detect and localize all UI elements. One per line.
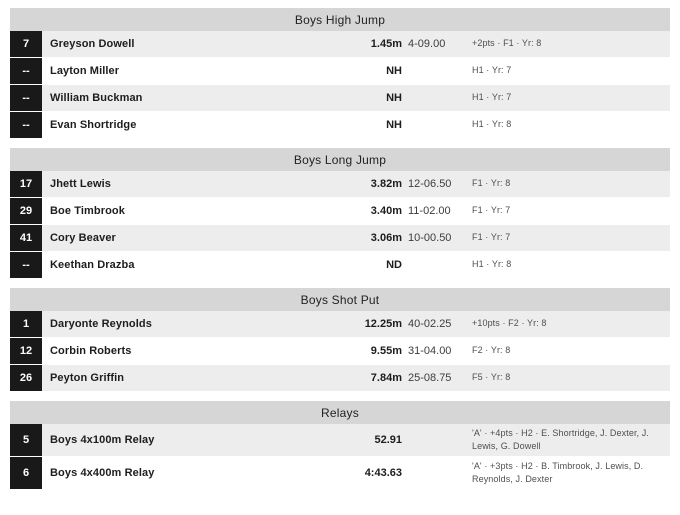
section-header: Boys Long Jump — [10, 148, 670, 171]
section-rows — [10, 171, 670, 279]
result-row[interactable] — [10, 424, 670, 457]
result-value: 1.45m — [370, 38, 402, 50]
place-badge: 7 — [10, 31, 42, 57]
result-row[interactable] — [10, 252, 670, 279]
details-text: 'A' · +4pts · H2 · E. Shortridge, J. Dexter, J. Lewis, G. Dowell — [472, 428, 649, 452]
event-section — [10, 288, 670, 392]
section-header: Boys High Jump — [10, 8, 670, 31]
section-rows — [10, 311, 670, 392]
place-badge: 41 — [10, 225, 42, 251]
result-row[interactable] — [10, 85, 670, 112]
details-text: F1 · Yr: 7 — [472, 232, 511, 243]
result-row[interactable] — [10, 225, 670, 252]
athlete-name: Greyson Dowell — [50, 38, 135, 50]
event-section — [10, 8, 670, 139]
details-text: F1 · Yr: 7 — [472, 205, 511, 216]
imperial-value: 25-08.75 — [408, 372, 452, 384]
result-value: NH — [386, 92, 402, 104]
result-value: NH — [386, 119, 402, 131]
athlete-name: Evan Shortridge — [50, 119, 137, 131]
result-row[interactable] — [10, 311, 670, 338]
details-text: H1 · Yr: 7 — [472, 65, 512, 76]
athlete-name: William Buckman — [50, 92, 143, 104]
athlete-name: Boe Timbrook — [50, 205, 125, 217]
place-badge: -- — [10, 252, 42, 278]
athlete-name: Daryonte Reynolds — [50, 318, 152, 330]
result-row[interactable] — [10, 338, 670, 365]
place-badge: 29 — [10, 198, 42, 224]
athlete-name: Boys 4x400m Relay — [50, 467, 155, 480]
result-value: 7.84m — [370, 372, 402, 384]
athlete-name: Layton Miller — [50, 65, 120, 77]
section-rows — [10, 31, 670, 139]
section-header: Relays — [10, 401, 670, 424]
result-value: 3.82m — [370, 178, 402, 190]
result-value: 3.06m — [370, 232, 402, 244]
result-row[interactable] — [10, 58, 670, 85]
result-row[interactable] — [10, 31, 670, 58]
place-badge: 5 — [10, 424, 42, 456]
details-text: +10pts · F2 · Yr: 8 — [472, 318, 547, 329]
event-section — [10, 148, 670, 279]
imperial-value: 12-06.50 — [408, 178, 452, 190]
athlete-name: Peyton Griffin — [50, 372, 125, 384]
place-badge: -- — [10, 85, 42, 111]
details-text: F2 · Yr: 8 — [472, 345, 511, 356]
result-value: NH — [386, 65, 402, 77]
details-text: F5 · Yr: 8 — [472, 372, 511, 383]
details-text: F1 · Yr: 8 — [472, 178, 511, 189]
athlete-name: Cory Beaver — [50, 232, 116, 244]
result-value: 3.40m — [370, 205, 402, 217]
athlete-name: Jhett Lewis — [50, 178, 112, 190]
athlete-name: Corbin Roberts — [50, 345, 132, 357]
place-badge: 6 — [10, 457, 42, 489]
result-row[interactable] — [10, 112, 670, 139]
place-badge: 17 — [10, 171, 42, 197]
details-text: H1 · Yr: 7 — [472, 92, 512, 103]
result-value: 9.55m — [370, 345, 402, 357]
section-header: Boys Shot Put — [10, 288, 670, 311]
result-row[interactable] — [10, 198, 670, 225]
imperial-value: 40-02.25 — [408, 318, 452, 330]
place-badge: -- — [10, 112, 42, 138]
imperial-value: 31-04.00 — [408, 345, 452, 357]
athlete-name: Keethan Drazba — [50, 259, 135, 271]
section-rows — [10, 424, 670, 490]
result-value: ND — [386, 259, 402, 271]
result-value: 4:43.63 — [364, 467, 402, 480]
place-badge: -- — [10, 58, 42, 84]
place-badge: 26 — [10, 365, 42, 391]
results-list — [10, 8, 670, 490]
result-row[interactable] — [10, 365, 670, 392]
result-value: 12.25m — [364, 318, 402, 330]
details-text: +2pts · F1 · Yr: 8 — [472, 38, 542, 49]
result-row[interactable] — [10, 171, 670, 198]
place-badge: 12 — [10, 338, 42, 364]
imperial-value: 10-00.50 — [408, 232, 452, 244]
imperial-value: 4-09.00 — [408, 38, 446, 50]
event-section — [10, 401, 670, 490]
athlete-name: Boys 4x100m Relay — [50, 434, 155, 447]
details-text: H1 · Yr: 8 — [472, 259, 512, 270]
result-row[interactable] — [10, 457, 670, 490]
place-badge: 1 — [10, 311, 42, 337]
details-text: 'A' · +3pts · H2 · B. Timbrook, J. Lewis, D. Reynolds, J. Dexter — [472, 461, 644, 485]
result-value: 52.91 — [374, 434, 402, 447]
details-text: H1 · Yr: 8 — [472, 119, 512, 130]
imperial-value: 11-02.00 — [408, 205, 451, 217]
